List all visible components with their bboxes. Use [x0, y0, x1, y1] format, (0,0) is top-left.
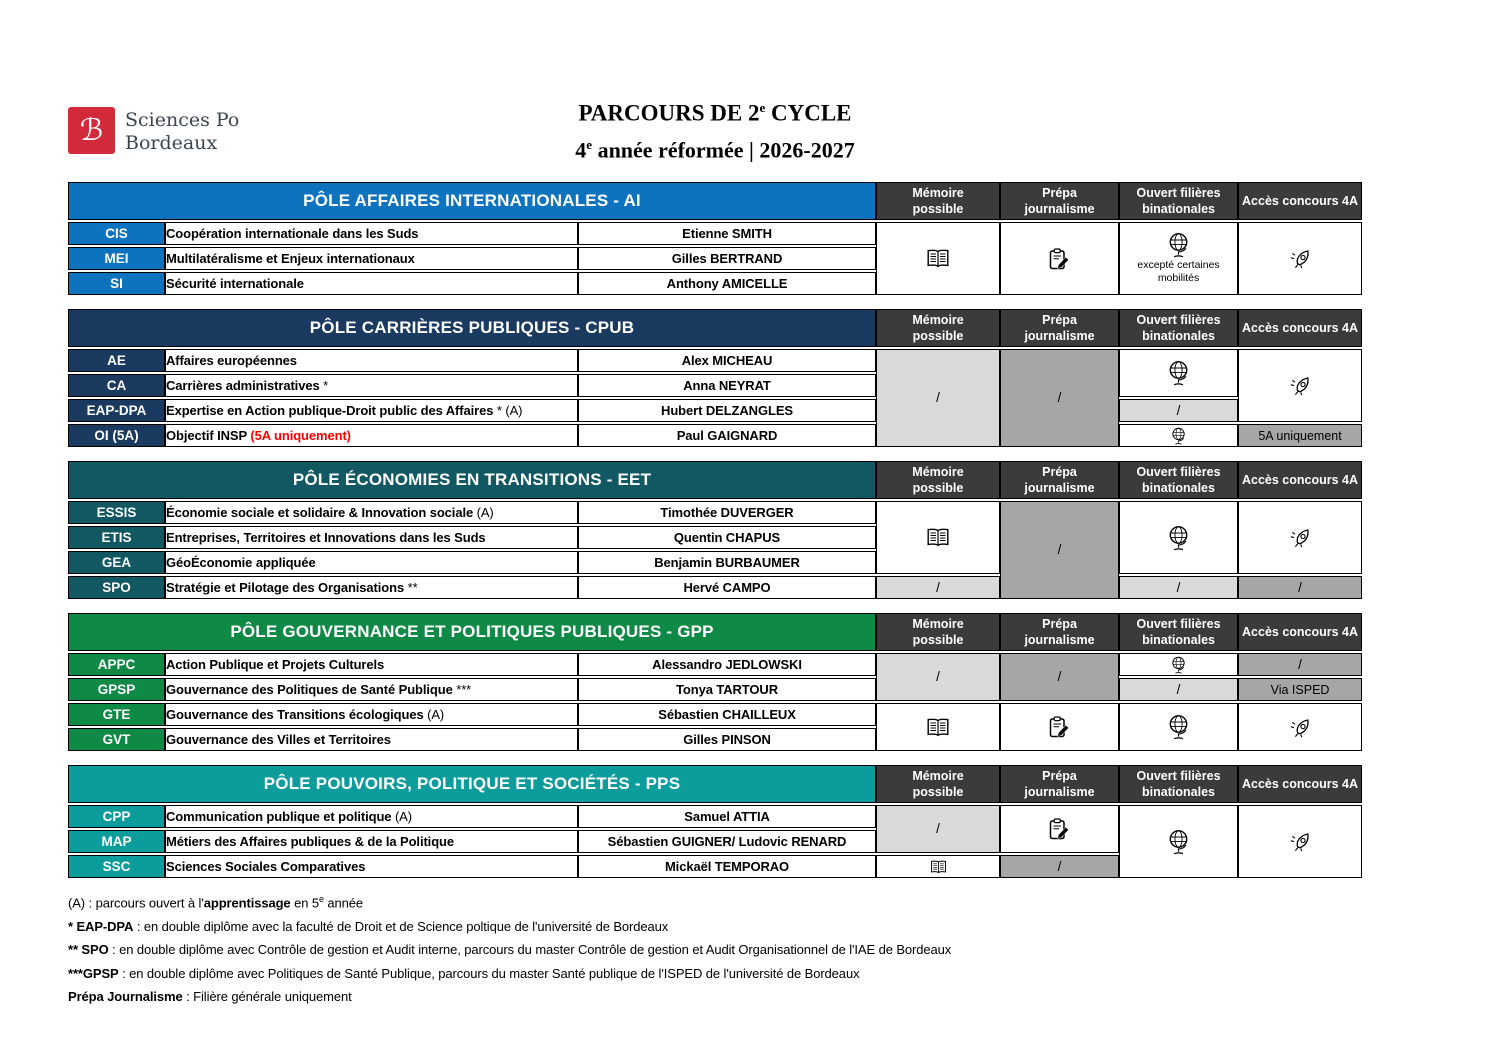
- column-header-concours: Accès concours 4A: [1238, 461, 1362, 499]
- column-header-prepa: Prépa journalisme: [1000, 182, 1119, 220]
- column-header-prepa: Prépa journalisme: [1000, 765, 1119, 803]
- status-concours-cell: [1238, 703, 1362, 751]
- status-memoire-cell: [876, 501, 1000, 574]
- status-binationales-cell: [1119, 678, 1238, 701]
- pole-title: PÔLE ÉCONOMIES EN TRANSITIONS - EET: [68, 461, 876, 499]
- status-memoire-cell: [876, 805, 1000, 853]
- status-prepa-cell: [1000, 653, 1119, 701]
- column-header-binationales: Ouvert filières binationales: [1119, 613, 1238, 651]
- open-book-icon: [930, 858, 947, 876]
- pole-table-gpp: [68, 611, 1362, 753]
- status-concours-cell: [1238, 501, 1362, 574]
- parcours-name: Coopération internationale dans les Suds: [165, 222, 578, 245]
- slash-mark: /: [1176, 681, 1181, 697]
- pole-table-ai: [68, 180, 1362, 297]
- status-binationales-cell: [1119, 501, 1238, 574]
- clipboard-pencil-icon: [1048, 818, 1071, 840]
- status-memoire-cell: [876, 349, 1000, 447]
- open-book-icon: [926, 718, 950, 737]
- parcours-row: [68, 576, 1362, 599]
- parcours-director: Samuel ATTIA: [578, 805, 876, 828]
- parcours-director: Anthony AMICELLE: [578, 272, 876, 295]
- parcours-director: Paul GAIGNARD: [578, 424, 876, 447]
- parcours-name: Sciences Sociales Comparatives: [165, 855, 578, 878]
- parcours-row: [68, 805, 1362, 828]
- parcours-code: OI (5A): [68, 424, 165, 447]
- column-header-prepa: Prépa journalisme: [1000, 461, 1119, 499]
- rocket-icon: [1285, 715, 1315, 740]
- parcours-name: Carrières administratives *: [165, 374, 578, 397]
- parcours-row: [68, 653, 1362, 676]
- parcours-director: Gilles PINSON: [578, 728, 876, 751]
- footnote-prepa-journalisme: Prépa Journalisme : Filière générale uniquement: [68, 989, 352, 1005]
- parcours-name: Multilatéralisme et Enjeux internationaux: [165, 247, 578, 270]
- parcours-code: GTE: [68, 703, 165, 726]
- parcours-director: Quentin CHAPUS: [578, 526, 876, 549]
- open-book-icon: [926, 528, 950, 547]
- slash-mark: /: [1057, 669, 1062, 684]
- column-header-memoire: Mémoire possible: [876, 461, 1000, 499]
- parcours-name: Stratégie et Pilotage des Organisations **: [165, 576, 578, 599]
- parcours-director: Anna NEYRAT: [578, 374, 876, 397]
- parcours-director: Sébastien GUIGNER/ Ludovic RENARD: [578, 830, 876, 853]
- pole-table-cpub: [68, 307, 1362, 449]
- status-binationales-cell: [1119, 349, 1238, 397]
- rocket-icon: [1285, 525, 1315, 550]
- column-header-binationales: Ouvert filières binationales: [1119, 309, 1238, 347]
- globe-icon: [1167, 525, 1190, 551]
- pole-title: PÔLE AFFAIRES INTERNATIONALES - AI: [68, 182, 876, 220]
- clipboard-pencil-icon: [1048, 716, 1071, 738]
- slash-mark: /: [1298, 579, 1302, 595]
- parcours-code: ESSIS: [68, 501, 165, 524]
- parcours-code: ETIS: [68, 526, 165, 549]
- globe-icon: [1167, 232, 1190, 258]
- column-header-memoire: Mémoire possible: [876, 182, 1000, 220]
- parcours-code: MEI: [68, 247, 165, 270]
- parcours-code: CA: [68, 374, 165, 397]
- pole-title: PÔLE GOUVERNANCE ET POLITIQUES PUBLIQUES - GPP: [68, 613, 876, 651]
- globe-icon: [1167, 714, 1190, 740]
- parcours-name: Économie sociale et solidaire & Innovation sociale (A): [165, 501, 578, 524]
- footnotes: [68, 894, 1496, 1004]
- brand-line1: Sciences Po: [125, 109, 240, 131]
- parcours-name: Affaires européennes: [165, 349, 578, 372]
- parcours-code: GVT: [68, 728, 165, 751]
- status-concours-cell: 5A uniquement: [1238, 424, 1362, 447]
- parcours-director: Etienne SMITH: [578, 222, 876, 245]
- footnote-apprentissage: (A) : parcours ouvert à l'apprentissage en 5e année: [68, 894, 364, 911]
- column-header-concours: Accès concours 4A: [1238, 613, 1362, 651]
- parcours-director: Sébastien CHAILLEUX: [578, 703, 876, 726]
- rocket-icon: [1285, 829, 1315, 854]
- rocket-icon: [1285, 373, 1315, 398]
- parcours-name: Communication publique et politique (A): [165, 805, 578, 828]
- globe-icon: [1170, 427, 1187, 445]
- parcours-name: Gouvernance des Politiques de Santé Publique ***: [165, 678, 578, 701]
- parcours-name: GéoÉconomie appliquée: [165, 551, 578, 574]
- column-header-prepa: Prépa journalisme: [1000, 613, 1119, 651]
- parcours-code: SI: [68, 272, 165, 295]
- status-concours-cell: [1238, 576, 1362, 599]
- parcours-name: Sécurité internationale: [165, 272, 578, 295]
- pole-title: PÔLE CARRIÈRES PUBLIQUES - CPUB: [68, 309, 876, 347]
- column-header-prepa: Prépa journalisme: [1000, 309, 1119, 347]
- slash-mark: /: [1176, 402, 1181, 418]
- status-concours-cell: [1238, 222, 1362, 295]
- parcours-name: Expertise en Action publique-Droit public des Affaires * (A): [165, 399, 578, 422]
- parcours-row: [68, 399, 1362, 422]
- column-header-binationales: Ouvert filières binationales: [1119, 765, 1238, 803]
- parcours-row: [68, 501, 1362, 524]
- slash-mark: /: [936, 669, 940, 684]
- status-memoire-cell: [876, 703, 1000, 751]
- brand-line2: Bordeaux: [125, 132, 218, 154]
- status-binationales-cell: [1119, 424, 1238, 447]
- footnote-gpsp: ***GPSP : en double diplôme avec Politiques de Santé Publique, parcours du master Santé publique de l'ISPED de l'université de Bordeaux: [68, 965, 860, 981]
- status-binationales-cell: [1119, 576, 1238, 599]
- status-memoire-cell: [876, 576, 1000, 599]
- slash-mark: /: [1057, 390, 1062, 405]
- parcours-director: Mickaël TEMPORAO: [578, 855, 876, 878]
- parcours-row: [68, 703, 1362, 726]
- red-note: (5A uniquement): [246, 428, 351, 443]
- status-concours-cell: [1238, 349, 1362, 422]
- parcours-director: Hubert DELZANGLES: [578, 399, 876, 422]
- column-header-concours: Accès concours 4A: [1238, 182, 1362, 220]
- parcours-director: Tonya TARTOUR: [578, 678, 876, 701]
- pole-title: PÔLE POUVOIRS, POLITIQUE ET SOCIÉTÉS - PPS: [68, 765, 876, 803]
- status-concours-cell: Via ISPED: [1238, 678, 1362, 701]
- parcours-code: CIS: [68, 222, 165, 245]
- slash-mark: /: [1298, 656, 1302, 672]
- parcours-director: Hervé CAMPO: [578, 576, 876, 599]
- parcours-name: Entreprises, Territoires et Innovations dans les Suds: [165, 526, 578, 549]
- open-book-icon: [926, 249, 950, 268]
- document-title: [68, 100, 1362, 163]
- logo-letter: ℬ: [79, 113, 104, 148]
- slash-mark: /: [936, 579, 940, 595]
- parcours-row: [68, 222, 1362, 245]
- status-memoire-cell: [876, 222, 1000, 295]
- footnote-spo: ** SPO : en double diplôme avec Contrôle de gestion et Audit interne, parcours du master Contrôle de gestion et Audit Organisationnel de l'IAE de Bordeaux: [68, 942, 952, 958]
- status-memoire-cell: [876, 653, 1000, 701]
- status-concours-cell: [1238, 805, 1362, 878]
- parcours-code: GEA: [68, 551, 165, 574]
- status-memoire-cell: [876, 855, 1000, 878]
- parcours-director: Gilles BERTRAND: [578, 247, 876, 270]
- parcours-name: Objectif INSP (5A uniquement): [165, 424, 578, 447]
- parcours-director: Alex MICHEAU: [578, 349, 876, 372]
- globe-icon: [1170, 656, 1187, 674]
- globe-icon: [1167, 360, 1190, 386]
- column-header-binationales: Ouvert filières binationales: [1119, 182, 1238, 220]
- parcours-code: MAP: [68, 830, 165, 853]
- parcours-code: SSC: [68, 855, 165, 878]
- rocket-icon: [1285, 246, 1315, 271]
- status-prepa-cell: [1000, 805, 1119, 853]
- parcours-name: Gouvernance des Transitions écologiques (A): [165, 703, 578, 726]
- parcours-code: GPSP: [68, 678, 165, 701]
- parcours-director: Benjamin BURBAUMER: [578, 551, 876, 574]
- column-header-concours: Accès concours 4A: [1238, 765, 1362, 803]
- slash-mark: /: [1057, 858, 1062, 874]
- status-binationales-cell: [1119, 703, 1238, 751]
- globe-icon: [1167, 829, 1190, 855]
- status-binationales-cell: [1119, 399, 1238, 422]
- parcours-row: [68, 424, 1362, 447]
- status-prepa-cell: [1000, 855, 1119, 878]
- clipboard-pencil-icon: [1048, 248, 1071, 270]
- page-header: [68, 0, 1362, 180]
- parcours-name: Métiers des Affaires publiques & de la Politique: [165, 830, 578, 853]
- slash-mark: /: [936, 821, 940, 836]
- parcours-code: CPP: [68, 805, 165, 828]
- parcours-code: APPC: [68, 653, 165, 676]
- parcours-code: EAP-DPA: [68, 399, 165, 422]
- status-binationales-cell: [1119, 653, 1238, 676]
- parcours-code: AE: [68, 349, 165, 372]
- status-prepa-cell: [1000, 349, 1119, 447]
- status-binationales-cell: [1119, 805, 1238, 878]
- status-prepa-cell: [1000, 222, 1119, 295]
- slash-mark: /: [1176, 579, 1181, 595]
- slash-mark: /: [1057, 542, 1062, 557]
- column-header-memoire: Mémoire possible: [876, 613, 1000, 651]
- status-prepa-cell: [1000, 501, 1119, 599]
- parcours-director: Timothée DUVERGER: [578, 501, 876, 524]
- status-concours-cell: [1238, 653, 1362, 676]
- title-line2: 4e année réformée | 2026-2027: [575, 136, 855, 162]
- pole-tables: [68, 180, 1496, 880]
- column-header-concours: Accès concours 4A: [1238, 309, 1362, 347]
- parcours-row: [68, 349, 1362, 372]
- title-line1: PARCOURS DE 2e CYCLE: [578, 100, 852, 126]
- column-header-binationales: Ouvert filières binationales: [1119, 461, 1238, 499]
- pole-table-pps: [68, 763, 1362, 880]
- parcours-code: SPO: [68, 576, 165, 599]
- pole-table-eet: [68, 459, 1362, 601]
- status-binationales-cell: [1119, 222, 1238, 295]
- parcours-row: [68, 678, 1362, 701]
- binationales-caption: excepté certaines mobilités: [1137, 258, 1220, 284]
- parcours-director: Alessandro JEDLOWSKI: [578, 653, 876, 676]
- column-header-memoire: Mémoire possible: [876, 765, 1000, 803]
- column-header-memoire: Mémoire possible: [876, 309, 1000, 347]
- footnote-eap-dpa: * EAP-DPA : en double diplôme avec la faculté de Droit et de Science poltique de l'université de Bordeaux: [68, 918, 669, 934]
- status-prepa-cell: [1000, 703, 1119, 751]
- slash-mark: /: [936, 390, 940, 405]
- parcours-name: Action Publique et Projets Culturels: [165, 653, 578, 676]
- parcours-name: Gouvernance des Villes et Territoires: [165, 728, 578, 751]
